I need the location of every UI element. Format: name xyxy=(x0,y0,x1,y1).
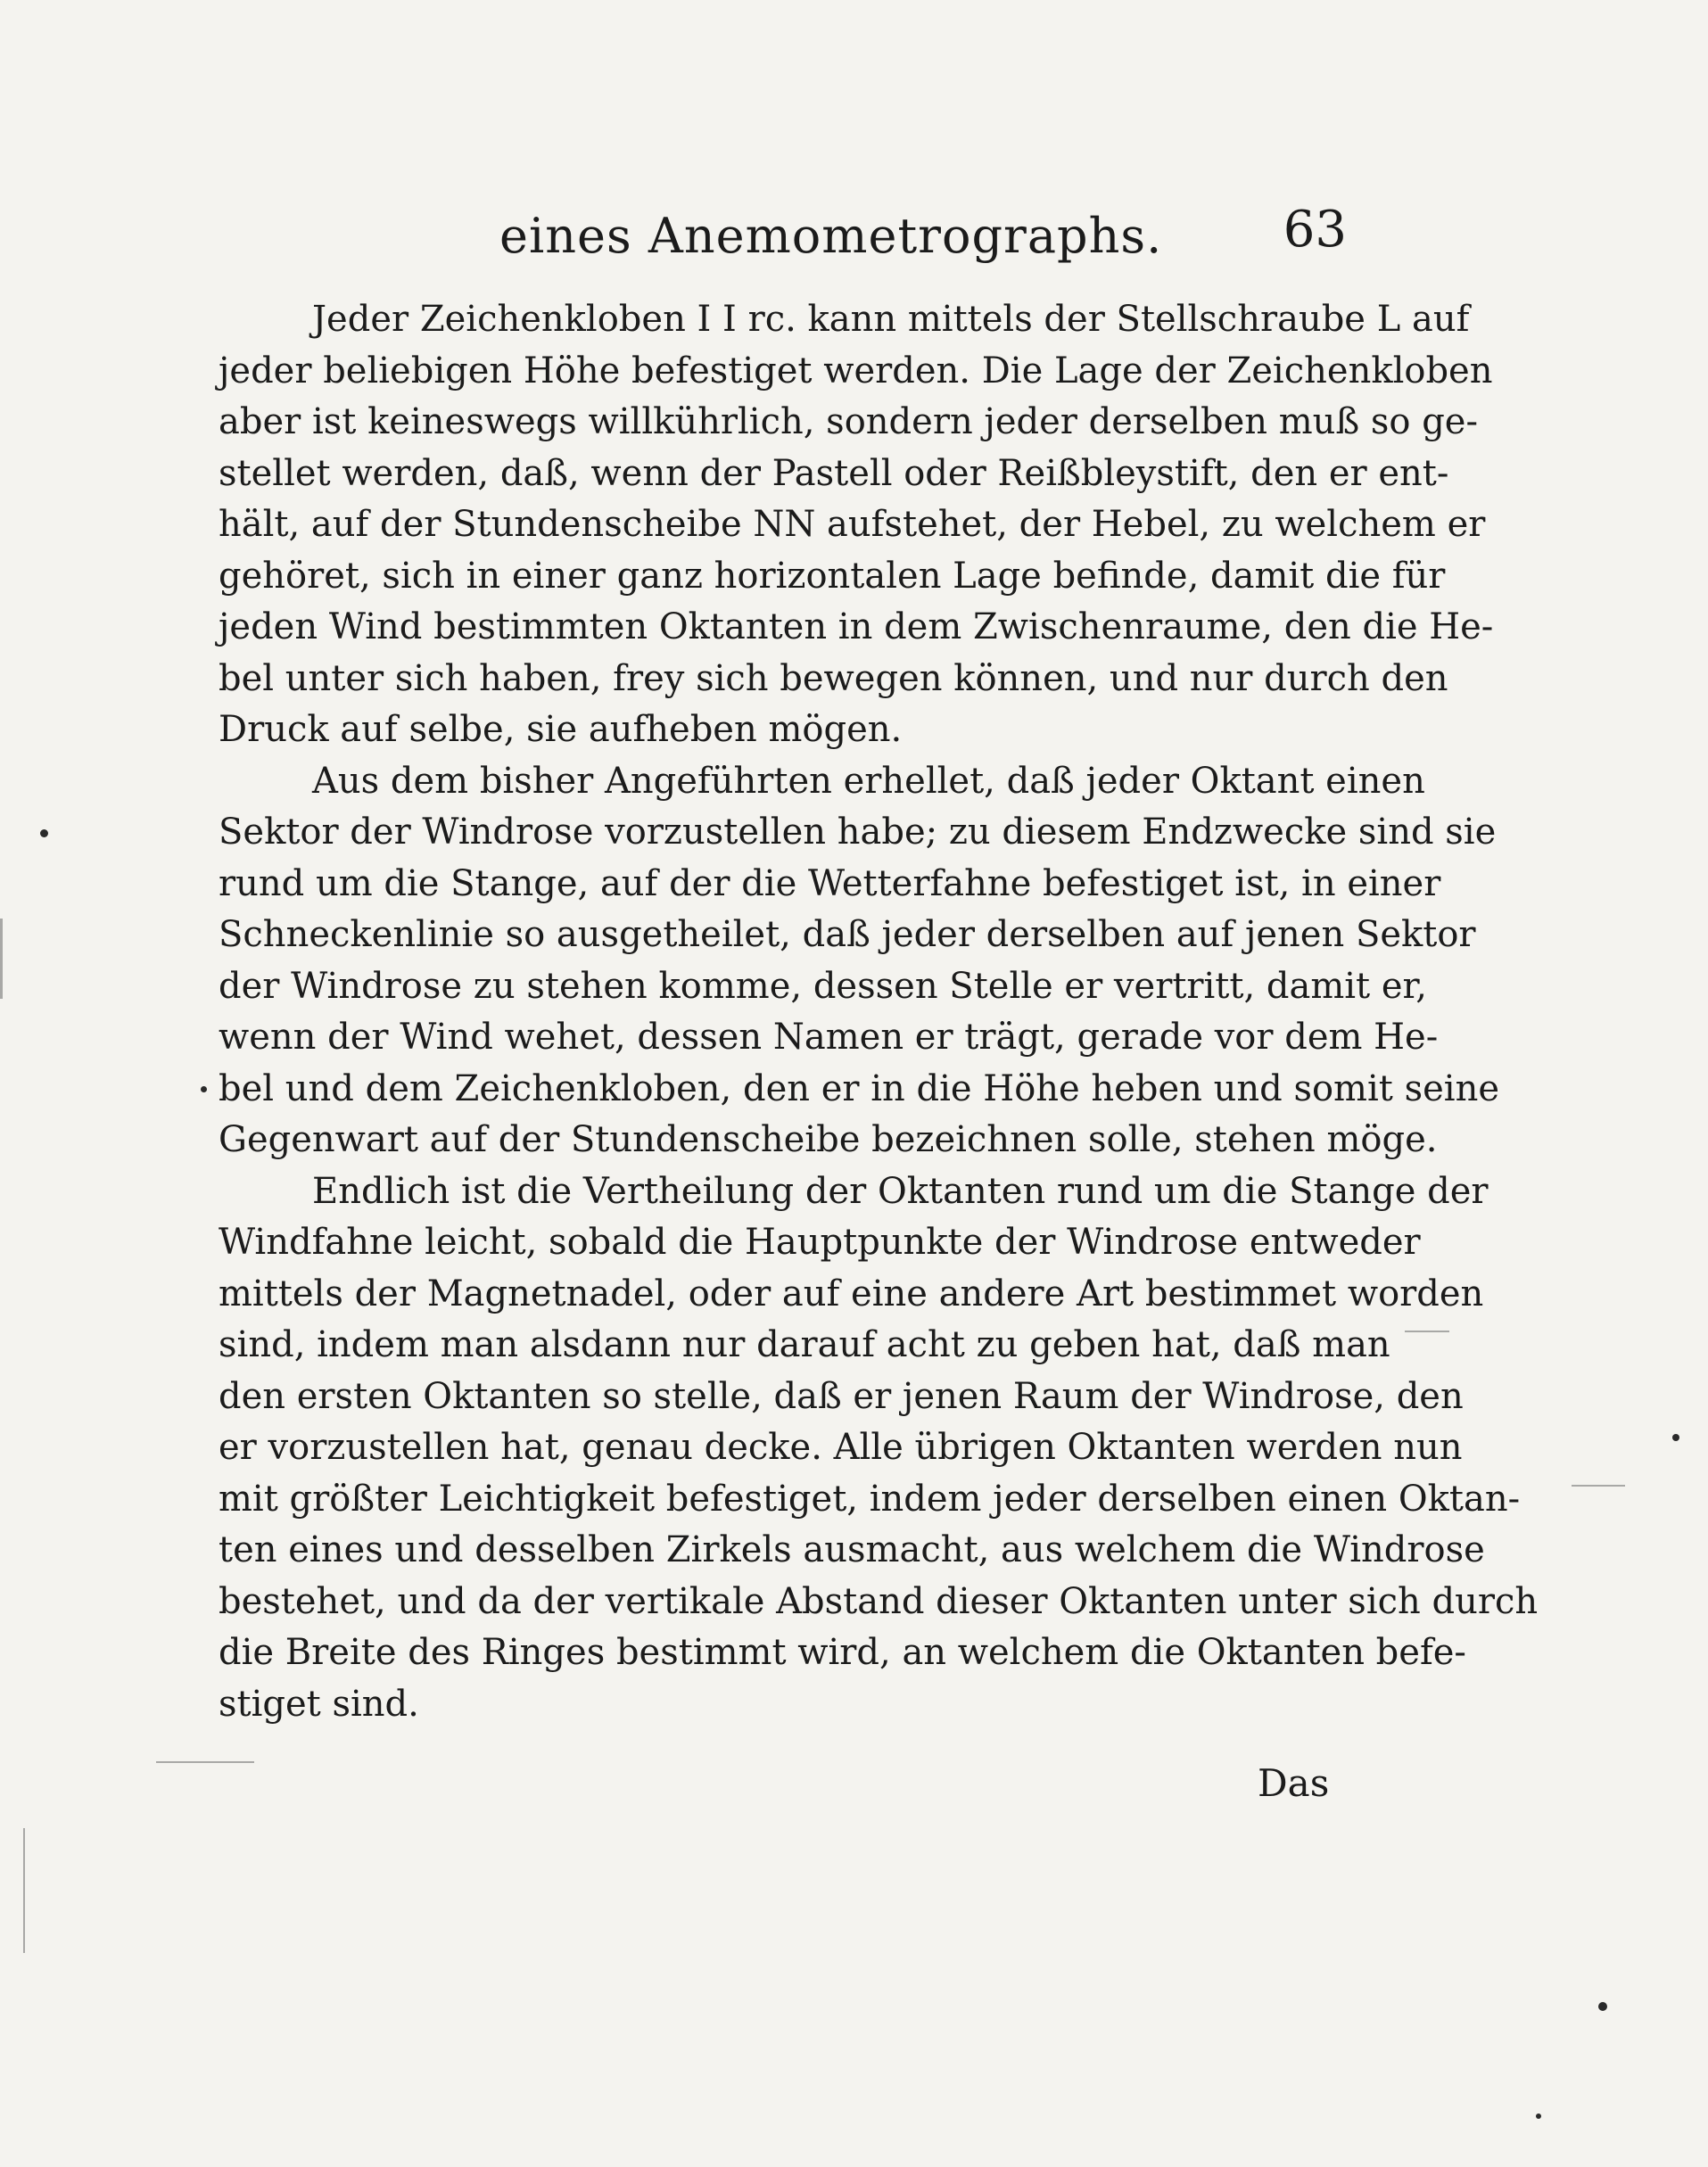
catchword: Das xyxy=(1258,1761,1330,1805)
text-line: stellet werden, daß, wenn der Pastell oder Reißbleystift, den er ent- xyxy=(219,452,1449,494)
scan-mark xyxy=(0,919,3,999)
text-line: hält, auf der Stundenscheibe NN aufstehet, der Hebel, zu welchem er xyxy=(219,504,1486,545)
text-line: Gegenwart auf der Stundenscheibe bezeichnen solle, stehen möge. xyxy=(219,1119,1438,1160)
text-line: stiget sind. xyxy=(219,1683,419,1725)
text-line: Druck auf selbe, sie aufheben mögen. xyxy=(219,709,903,750)
scan-mark xyxy=(1405,1331,1449,1332)
body-text xyxy=(219,294,1539,1730)
scan-mark xyxy=(23,1828,25,1953)
text-line: jeden Wind bestimmten Oktanten in dem Zwischenraume, den die He- xyxy=(219,606,1494,647)
scan-speck xyxy=(201,1086,207,1092)
scan-speck xyxy=(1536,2113,1541,2119)
text-line: den ersten Oktanten so stelle, daß er jenen Raum der Windrose, den xyxy=(219,1375,1464,1417)
text-line: ten eines und desselben Zirkels ausmacht, aus welchem die Windrose xyxy=(219,1529,1485,1570)
page-number: 63 xyxy=(1283,201,1347,259)
scan-mark xyxy=(1572,1485,1625,1487)
text-line: wenn der Wind wehet, dessen Namen er trägt, gerade vor dem He- xyxy=(219,1017,1439,1058)
scan-speck xyxy=(1598,2002,1607,2011)
text-line: Schneckenlinie so ausgetheilet, daß jeder derselben auf jenen Sektor xyxy=(219,914,1476,955)
text-line: der Windrose zu stehen komme, dessen Stelle er vertritt, damit er, xyxy=(219,965,1427,1007)
scan-speck xyxy=(1672,1434,1679,1441)
scan-mark xyxy=(156,1761,254,1763)
text-line: Windfahne leicht, sobald die Hauptpunkte der Windrose entweder xyxy=(219,1222,1421,1263)
running-title: eines Anemometrographs. xyxy=(499,208,1163,264)
text-line: bel unter sich haben, frey sich bewegen können, und nur durch den xyxy=(219,657,1448,699)
text-line: gehöret, sich in einer ganz horizontalen Lage befinde, damit die für xyxy=(219,555,1446,597)
text-line: die Breite des Ringes bestimmt wird, an welchem die Oktanten befe- xyxy=(219,1632,1466,1673)
text-line: rund um die Stange, auf der die Wetterfahne befestiget ist, in einer xyxy=(219,862,1441,904)
paragraph-1 xyxy=(219,294,1494,756)
text-line: Jeder Zeichenkloben I I rc. kann mittels der Stellschraube L auf xyxy=(312,299,1470,340)
text-line: bestehet, und da der vertikale Abstand dieser Oktanten unter sich durch xyxy=(219,1580,1539,1622)
text-line: bel und dem Zeichenkloben, den er in die Höhe heben und somit seine xyxy=(219,1067,1499,1109)
text-line: Aus dem bisher Angeführten erhellet, daß jeder Oktant einen xyxy=(312,760,1425,802)
paragraph-2 xyxy=(219,756,1499,1166)
page-header xyxy=(499,201,1374,281)
text-line: mit größter Leichtigkeit befestiget, indem jeder derselben einen Oktan- xyxy=(219,1478,1521,1520)
text-line: jeder beliebigen Höhe befestiget werden. Die Lage der Zeichenkloben xyxy=(219,350,1493,391)
scan-speck xyxy=(40,829,48,837)
text-line: er vorzustellen hat, genau decke. Alle übrigen Oktanten werden nun xyxy=(219,1427,1463,1468)
text-line: mittels der Magnetnadel, oder auf eine andere Art bestimmet worden xyxy=(219,1273,1484,1314)
paragraph-3 xyxy=(219,1166,1539,1731)
text-line: sind, indem man alsdann nur darauf acht zu geben hat, daß man xyxy=(219,1324,1390,1365)
text-line: Sektor der Windrose vorzustellen habe; zu diesem Endzwecke sind sie xyxy=(219,812,1497,853)
text-line: aber ist keineswegs willkührlich, sondern jeder derselben muß so ge- xyxy=(219,401,1478,442)
text-line: Endlich ist die Vertheilung der Oktanten rund um die Stange der xyxy=(312,1170,1489,1212)
